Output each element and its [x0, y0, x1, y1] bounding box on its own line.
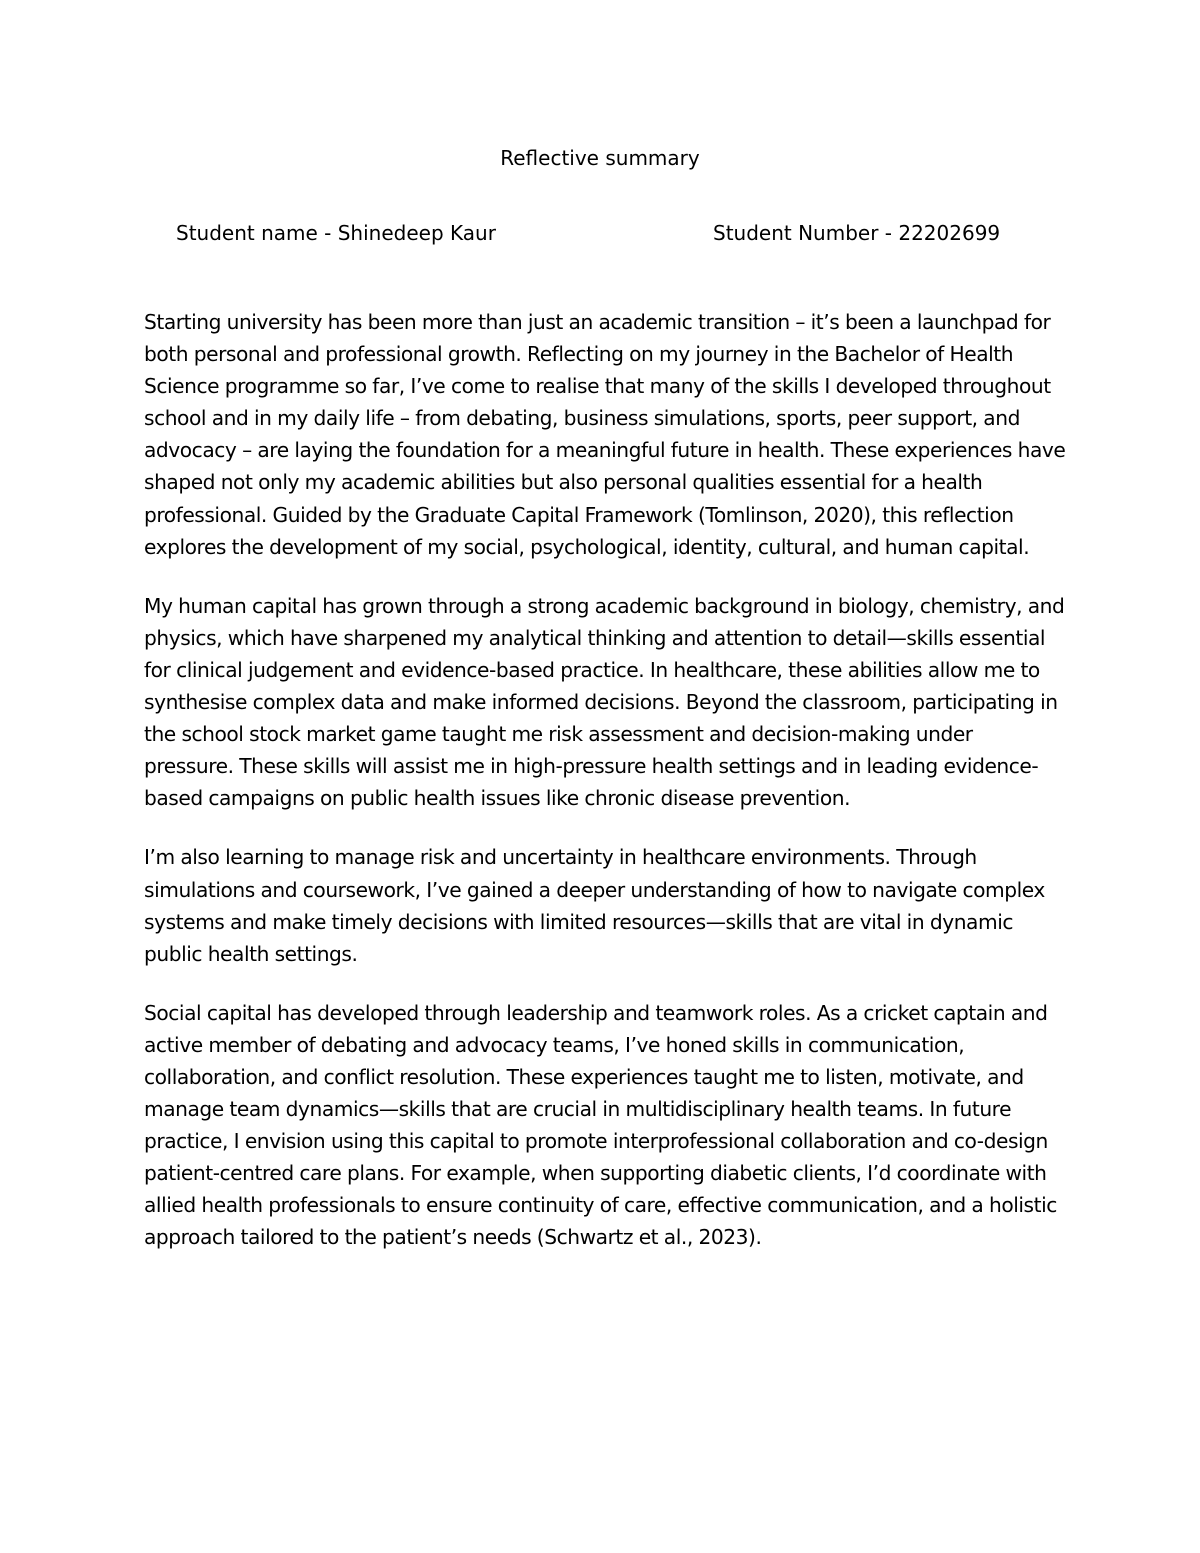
paragraph-social-capital: Social capital has developed through leadership and teamwork roles. As a cricket captain and active member of debating and advocacy teams, I’ve honed skills in communication, collaboration, and conflict resolution. These experiences taught me to listen, motivate, and manage team dynamics—skills that are crucial in multidisciplinary health teams. In future practice, I envision using this capital to promote interprofessional collaboration and co-design patient-centred care plans. For example, when supporting diabetic clients, I’d coordinate with allied health professionals to ensure continuity of care, effective communication, and a holistic approach tailored to the patient’s needs (Schwartz et al., 2023). [144, 1000, 1057, 1250]
paragraph-risk-uncertainty: I’m also learning to manage risk and uncertainty in healthcare environments. Through simulations and coursework, I’ve gained a deeper understanding of how to navigate complex systems and make timely decisions with limited resources—skills that are vital in dynamic public health settings. [144, 845, 1045, 966]
document-title: Reflective summary [500, 146, 700, 170]
student-number: Student Number - 22202699 [713, 221, 1001, 245]
document-body [144, 306, 1066, 1281]
paragraph-intro: Starting university has been more than just an academic transition – it’s been a launchpad for both personal and professional growth. Reflecting on my journey in the Bachelor of Health Science programme so far, I’ve come to realise that many of the skills I developed throughout school and in my daily life – from debating, business simulations, sports, peer support, and advocacy – are laying the foundation for a meaningful future in health. These experiences have shaped not only my academic abilities but also personal qualities essential for a health professional. Guided by the Graduate Capital Framework (Tomlinson, 2020), this reflection explores the development of my social, psychological, identity, cultural, and human capital. [144, 310, 1066, 559]
paragraph-human-capital: My human capital has grown through a strong academic background in biology, chemistry, and physics, which have sharpened my analytical thinking and attention to detail—skills essential for clinical judgement and evidence-based practice. In healthcare, these abilities allow me to synthesise complex data and make informed decisions. Beyond the classroom, participating in the school stock market game taught me risk assessment and decision-making under pressure. These skills will assist me in high-pressure health settings and in leading evidence-based campaigns on public health issues like chronic disease prevention. [144, 593, 1065, 811]
student-name: Student name - Shinedeep Kaur [176, 221, 496, 245]
student-info-row [176, 217, 1076, 249]
